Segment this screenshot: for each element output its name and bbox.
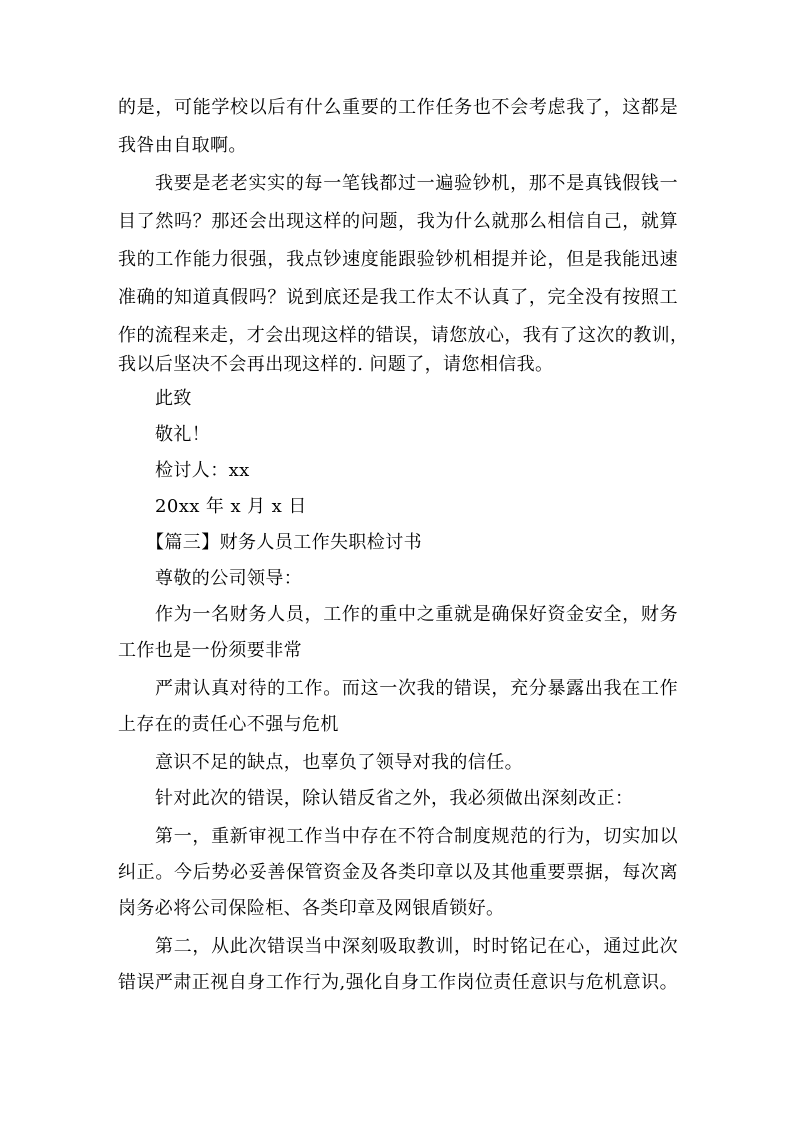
paragraph-line: 针对此次的错误，除认错反省之外，我必须做出深刻改正： [155,788,634,809]
date-line: 20xx 年 x 月 x 日 [155,496,307,517]
paragraph-line: 的是，可能学校以后有什么重要的工作任务也不会考虑我了，这都是 [118,97,678,118]
section-heading: 【篇三】财务人员工作失职检讨书 [146,532,422,553]
paragraph-line: 作的流程来走，才会出现这样的错误，请您放心，我有了这次的教训， [118,325,689,346]
paragraph-line: 工作也是一份须要非常 [118,640,302,661]
paragraph-line: 准确的知道真假吗？说到底还是我工作太不认真了，完全没有按照工 [118,287,678,308]
paragraph-line: 我以后坚决不会再出现这样的. 问题了，请您相信我。 [118,354,554,375]
paragraph-line: 上存在的责任心不强与危机 [118,714,339,735]
paragraph-line: 作为一名财务人员，工作的重中之重就是确保好资金安全，财务 [155,604,678,625]
paragraph-line: 第二，从此次错误当中深刻吸取教训，时时铭记在心，通过此次 [155,936,678,957]
closing-regards: 敬礼！ [155,424,211,445]
paragraph-line: 目了然吗？那还会出现这样的问题，我为什么就那么相信自己，就算 [118,211,678,232]
paragraph-line: 错误严肃正视自身工作行为,强化自身工作岗位责任意识与危机意识。 [118,972,678,993]
paragraph-line: 意识不足的缺点，也辜负了领导对我的信任。 [155,752,523,773]
paragraph-line: 我咎由自取啊。 [118,135,247,156]
paragraph-line: 我要是老老实实的每一笔钱都过一遍验钞机，那不是真钱假钱一 [155,173,678,194]
paragraph-line: 严肃认真对待的工作。而这一次我的错误，充分暴露出我在工作 [155,678,678,699]
closing-salutation: 此致 [155,388,192,409]
signature-line: 检讨人：xx [155,460,250,481]
paragraph-line: 第一，重新审视工作当中存在不符合制度规范的行为，切实加以 [155,826,678,847]
paragraph-line: 我的工作能力很强，我点钞速度能跟验钞机相提并论，但是我能迅速 [118,249,678,270]
letter-greeting: 尊敬的公司领导： [155,568,303,589]
paragraph-line: 纠正。今后势必妥善保管资金及各类印章以及其他重要票据，每次离 [118,862,678,883]
paragraph-line: 岗务必将公司保险柜、各类印章及网银盾锁好。 [118,898,505,919]
